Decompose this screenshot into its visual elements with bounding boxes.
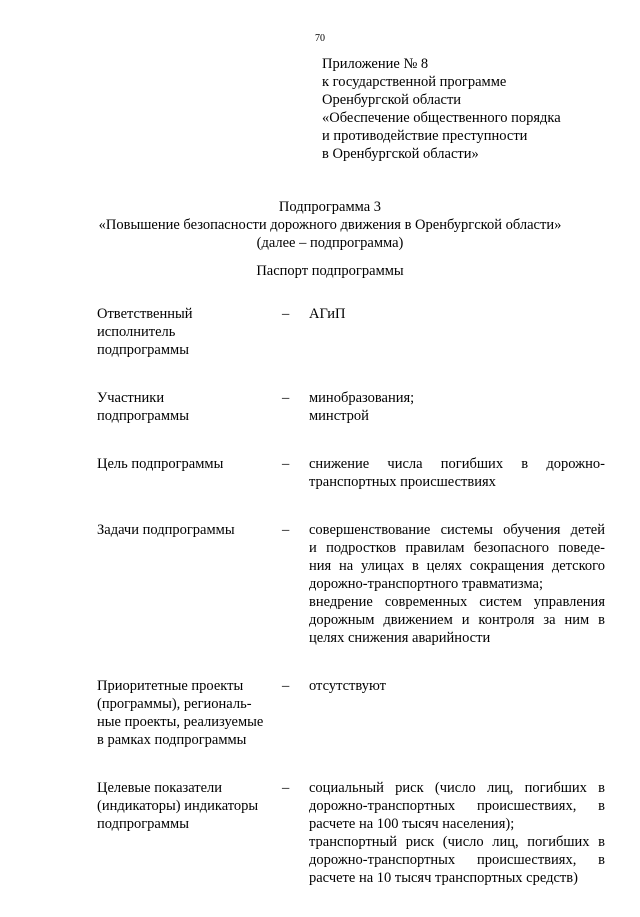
passport-label-line: подпрограммы [97,816,189,832]
passport-value-line: внедрение современных систем управления [309,594,605,610]
passport-value-line: и подростков правилам безопасного поведе- [309,540,605,556]
passport-dash: – [282,390,290,406]
passport-row-value [309,455,605,491]
appendix-line: Приложение № 8 [322,56,429,72]
passport-row-label [97,677,282,749]
appendix-block [322,55,622,163]
passport-label-line: Участники [97,390,165,406]
passport-dash: – [282,522,290,538]
passport-value-line: минобразования; [309,390,415,406]
passport-value-line: транспортный риск (число лиц, погибших в [309,834,605,850]
passport-title: Паспорт подпрограммы [256,263,404,279]
passport-label-line: подпрограммы [97,408,189,424]
passport-label-line: Целевые показатели [97,780,223,796]
passport-label-line: в рамках подпрограммы [97,732,247,748]
passport-dash: – [282,780,290,796]
passport-dash: – [282,306,290,322]
passport-row [97,389,605,425]
passport-value-line: расчете на 100 тысяч населения); [309,816,515,832]
passport-value-line: расчете на 10 тысяч транспортных средств) [309,870,578,886]
appendix-line: «Обеспечение общественного порядка [322,110,561,126]
passport-row [97,779,605,887]
passport-label-line: подпрограммы [97,342,189,358]
passport-row-label [97,455,282,473]
passport-dash: – [282,456,290,472]
passport-row-label [97,521,282,539]
passport-label-line: Задачи подпрограммы [97,522,235,538]
page-number: 70 [315,33,325,44]
passport-label-line: ные проекты, реализуемые [97,714,264,730]
passport-label-line: Ответственный [97,306,193,322]
passport-value-line: транспортных происшествиях [309,474,496,490]
passport-value-line: отсутствуют [309,678,386,694]
passport-value-line: совершенствование системы обучения детей [309,522,605,538]
appendix-line: к государственной программе [322,74,507,90]
appendix-line: в Оренбургской области» [322,146,479,162]
passport-value-line: АГиП [309,306,346,322]
passport-value-line: дорожно-транспортных происшествиях, в [309,798,605,814]
subprogram-note: (далее – подпрограмма) [256,235,404,251]
appendix-line: Оренбургской области [322,92,462,108]
passport-row [97,677,605,749]
passport-row-label [97,779,282,833]
appendix-line: и противодействие преступности [322,128,528,144]
passport-row-value [309,389,605,425]
passport-dash: – [282,678,290,694]
passport-value-line: социальный риск (число лиц, погибших в [309,780,605,796]
passport-value-line: снижение числа погибших в дорожно- [309,456,605,472]
subprogram-number: Подпрограмма 3 [278,199,382,215]
passport-row-label [97,305,282,359]
passport-value-line: дорожно-транспортных происшествиях, в [309,852,605,868]
passport-value-line: дорожным движением и контроля за ним в [309,612,605,628]
passport-label-line: (программы), региональ- [97,696,252,712]
passport-row-value [309,305,605,323]
passport-value-line: минстрой [309,408,369,424]
subprogram-header [80,198,580,252]
passport-label-line: исполнитель [97,324,176,340]
passport-label-line: (индикаторы) индикаторы [97,798,259,814]
passport-row-value [309,677,605,695]
passport-value-line: целях снижения аварийности [309,630,491,646]
passport-row-label [97,389,282,425]
passport-row [97,521,605,647]
passport-row [97,305,605,359]
subprogram-title: «Повышение безопасности дорожного движения в Оренбургской области» [98,217,562,233]
passport-row-value [309,521,605,647]
passport-value-line: ния на улицах в целях сокращения детского [309,558,605,574]
passport-label-line: Приоритетные проекты [97,678,244,694]
passport-table [97,305,605,917]
passport-value-line: дорожно-транспортного травматизма; [309,576,543,592]
passport-row-value [309,779,605,887]
passport-row [97,455,605,491]
passport-label-line: Цель подпрограммы [97,456,224,472]
